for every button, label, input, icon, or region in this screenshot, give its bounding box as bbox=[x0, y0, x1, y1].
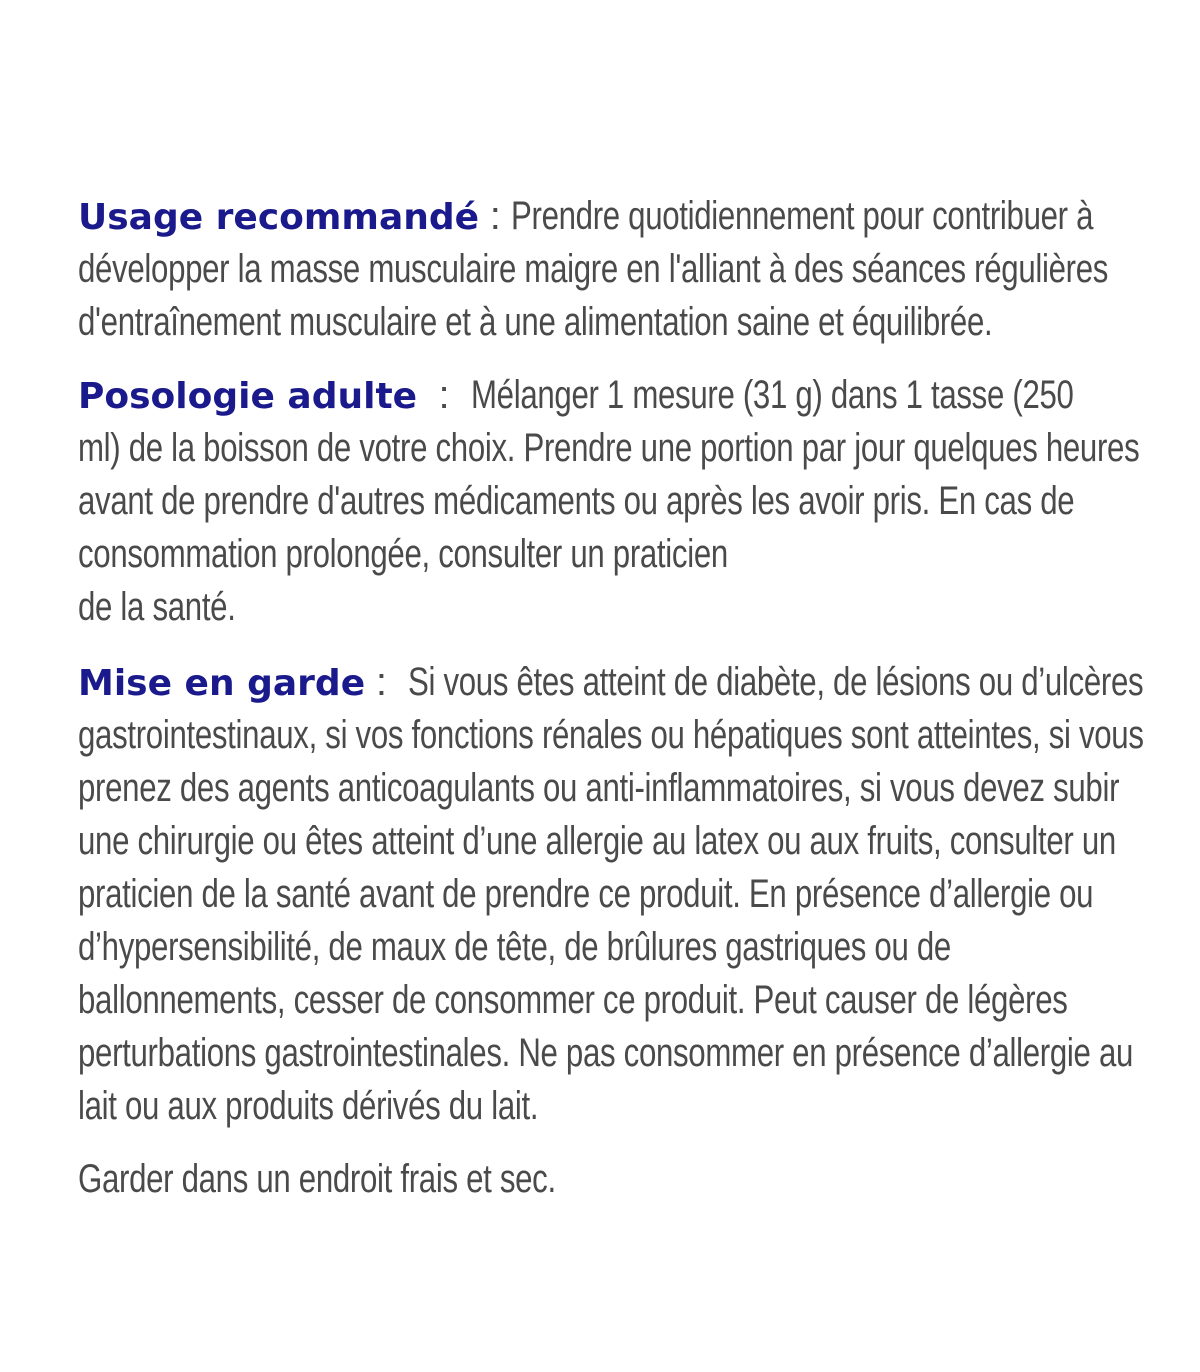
mise-text-line: perturbations gastrointestinales. Ne pas consommer en présence d’allergie au bbox=[78, 1031, 1134, 1075]
mise-line-9 bbox=[78, 1080, 1158, 1133]
posologie-text-line: de la santé. bbox=[78, 585, 236, 629]
mise-line-1 bbox=[78, 656, 1158, 709]
mise-en-garde-section bbox=[78, 656, 1158, 1133]
mise-line-5 bbox=[78, 868, 1158, 921]
posologie-line-5 bbox=[78, 581, 1158, 634]
posologie-line-1 bbox=[78, 369, 1158, 422]
mise-text-line: une chirurgie ou êtes atteint d’une allergie au latex ou aux fruits, consulter un bbox=[78, 819, 1116, 863]
usage-text-line: développer la masse musculaire maigre en l'alliant à des séances régulières bbox=[78, 247, 1109, 291]
usage-label: Usage recommandé bbox=[78, 197, 480, 238]
posologie-label: Posologie adulte bbox=[78, 376, 418, 417]
mise-text-line: gastrointestinaux, si vos fonctions rénales ou hépatiques sont atteintes, si vous bbox=[78, 713, 1144, 757]
storage-section bbox=[78, 1153, 1158, 1206]
mise-text-line: ballonnements, cesser de consommer ce produit. Peut causer de légères bbox=[78, 978, 1068, 1022]
usage-text-line: d'entraînement musculaire et à une alimentation saine et équilibrée. bbox=[78, 300, 993, 344]
usage-line-2 bbox=[78, 243, 1158, 296]
mise-line-6 bbox=[78, 921, 1158, 974]
usage-separator: : bbox=[479, 194, 512, 238]
usage-line-1 bbox=[78, 190, 1158, 243]
mise-en-garde-label: Mise en garde bbox=[78, 663, 366, 704]
mise-text-line: lait ou aux produits dérivés du lait. bbox=[78, 1084, 539, 1128]
usage-section bbox=[78, 190, 1158, 349]
posologie-line-2 bbox=[78, 422, 1158, 475]
mise-line-7 bbox=[78, 974, 1158, 1027]
mise-text-line: prenez des agents anticoagulants ou anti-inflammatoires, si vous devez subir bbox=[78, 766, 1120, 810]
posologie-text-line: ml) de la boisson de votre choix. Prendre une portion par jour quelques heures bbox=[78, 426, 1140, 470]
usage-text-line: Prendre quotidiennement pour contribuer à bbox=[511, 194, 1094, 238]
mise-line-2 bbox=[78, 709, 1158, 762]
mise-text-line: d’hypersensibilité, de maux de tête, de brûlures gastriques ou de bbox=[78, 925, 951, 969]
mise-text-line: Si vous êtes atteint de diabète, de lésions ou d’ulcères bbox=[407, 660, 1144, 704]
mise-text-line: praticien de la santé avant de prendre ce produit. En présence d’allergie ou bbox=[78, 872, 1094, 916]
posologie-section bbox=[78, 369, 1158, 634]
posologie-text-line: consommation prolongée, consulter un praticien bbox=[78, 532, 728, 576]
mise-line-8 bbox=[78, 1027, 1158, 1080]
mise-separator: : bbox=[365, 660, 408, 704]
mise-line-3 bbox=[78, 762, 1158, 815]
usage-line-3 bbox=[78, 296, 1158, 349]
posologie-separator: : bbox=[417, 373, 471, 417]
storage-line bbox=[78, 1153, 1158, 1206]
posologie-line-4 bbox=[78, 528, 1158, 581]
posologie-text-line: avant de prendre d'autres médicaments ou après les avoir pris. En cas de bbox=[78, 479, 1075, 523]
posologie-text-line: Mélanger 1 mesure (31 g) dans 1 tasse (250 bbox=[470, 373, 1074, 417]
mise-line-4 bbox=[78, 815, 1158, 868]
posologie-line-3 bbox=[78, 475, 1158, 528]
product-info-sheet bbox=[78, 190, 1158, 1206]
storage-text: Garder dans un endroit frais et sec. bbox=[78, 1157, 556, 1201]
